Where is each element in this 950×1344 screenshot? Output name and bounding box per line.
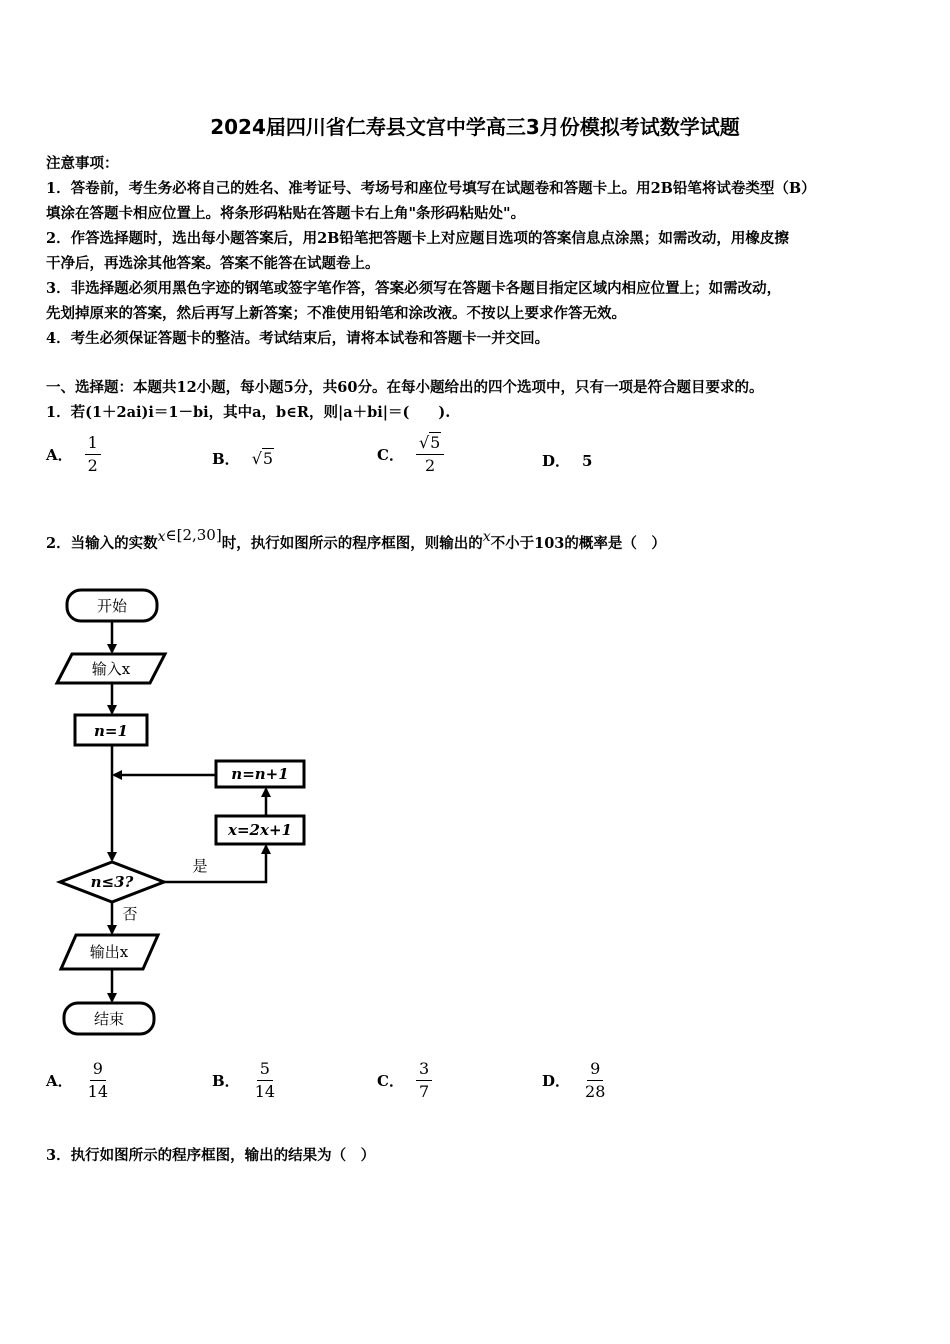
option-d: D． 5 [542,451,593,470]
option-b: B． $\frac{5}{14}$ [212,1060,278,1102]
flow-output-label: 输出x [89,943,129,961]
page-title: 2024届四川省仁寿县文宫中学高三3月份模拟考试数学试题 [210,115,740,139]
fraction: $\frac{3}{7}$ [416,1060,432,1102]
question-3-stem: 3．执行如图所示的程序框图，输出的结果为（ ） [46,1147,376,1164]
note-line: 4．考生必须保证答题卡的整洁。考试结束后，请将本试卷和答题卡一并交回。 [46,330,550,347]
option-a: A． $\frac{1}{2}$ [46,434,101,476]
flow-increment-label: n=n+1 [231,765,289,783]
flow-yes-label: 是 [192,857,208,875]
fraction: $\frac{9}{28}$ [585,1059,606,1102]
fraction: $\frac{√5}{2}$ [416,434,444,476]
fraction: $\frac{9}{14}$ [87,1059,108,1102]
note-line: 先划掉原来的答案，然后再写上新答案；不准使用铅笔和涂改液。不按以上要求作答无效。 [46,305,626,322]
option-b: B． √5 [212,449,274,468]
flow-start-label: 开始 [96,597,128,615]
fraction: $\frac{5}{14}$ [254,1059,276,1102]
flowchart [0,570,340,1050]
sqrt: √5 [251,449,274,468]
var-x: x [482,529,491,545]
note-line: 2．作答选择题时，选出每小题答案后，用2B铅笔把答题卡上对应题目选项的答案信息点涂黑；如需改动，用橡皮擦 [46,230,789,247]
section-heading: 一、选择题：本题共12小题，每小题5分，共60分。在每小题给出的四个选项中，只有一项是符合题目要求的。 [46,379,764,396]
fraction: $\frac{1}{2}$ [85,434,101,476]
option-c: C． $\frac{3}{7}$ [377,1060,432,1102]
note-line: 填涂在答题卡相应位置上。将条形码粘贴在答题卡右上角"条形码粘贴处"。 [46,205,526,222]
question-2-stem: 2．当输入的实数x∈[2,30]时，执行如图所示的程序框图，则输出的x不小于103的概率是（ ） [46,526,666,552]
flow-init-label: n=1 [94,722,128,740]
flow-update-label: x=2x+1 [228,821,292,839]
option-d: D． $\frac{9}{28}$ [542,1060,608,1102]
yes-branch-arrow [164,846,266,882]
flow-end-label: 结束 [93,1010,125,1028]
note-line: 干净后，再选涂其他答案。答案不能答在试题卷上。 [46,255,380,272]
option-a: A． $\frac{9}{14}$ [46,1060,111,1102]
notes-heading: 注意事项： [46,155,119,172]
option-c: C． $\frac{√5}{2}$ [377,434,444,476]
question-1-stem: 1．若(1＋2ai)i＝1－bi，其中a，b∈R，则|a＋bi|＝( ). [46,404,451,421]
flow-condition-label: n≤3? [90,873,134,891]
note-line: 3．非选择题必须用黑色字迹的钢笔或签字笔作答，答案必须写在答题卡各题目指定区域内相应位置上；如需改动， [46,280,782,297]
flow-input-label: 输入x [91,660,131,678]
sqrt: √5 [418,433,441,452]
flow-no-label: 否 [122,905,138,923]
note-line: 1．答卷前，考生务必将自己的姓名、准考证号、考场号和座位号填写在试题卷和答题卡上。用2B铅笔将试卷类型（B） [46,180,816,197]
